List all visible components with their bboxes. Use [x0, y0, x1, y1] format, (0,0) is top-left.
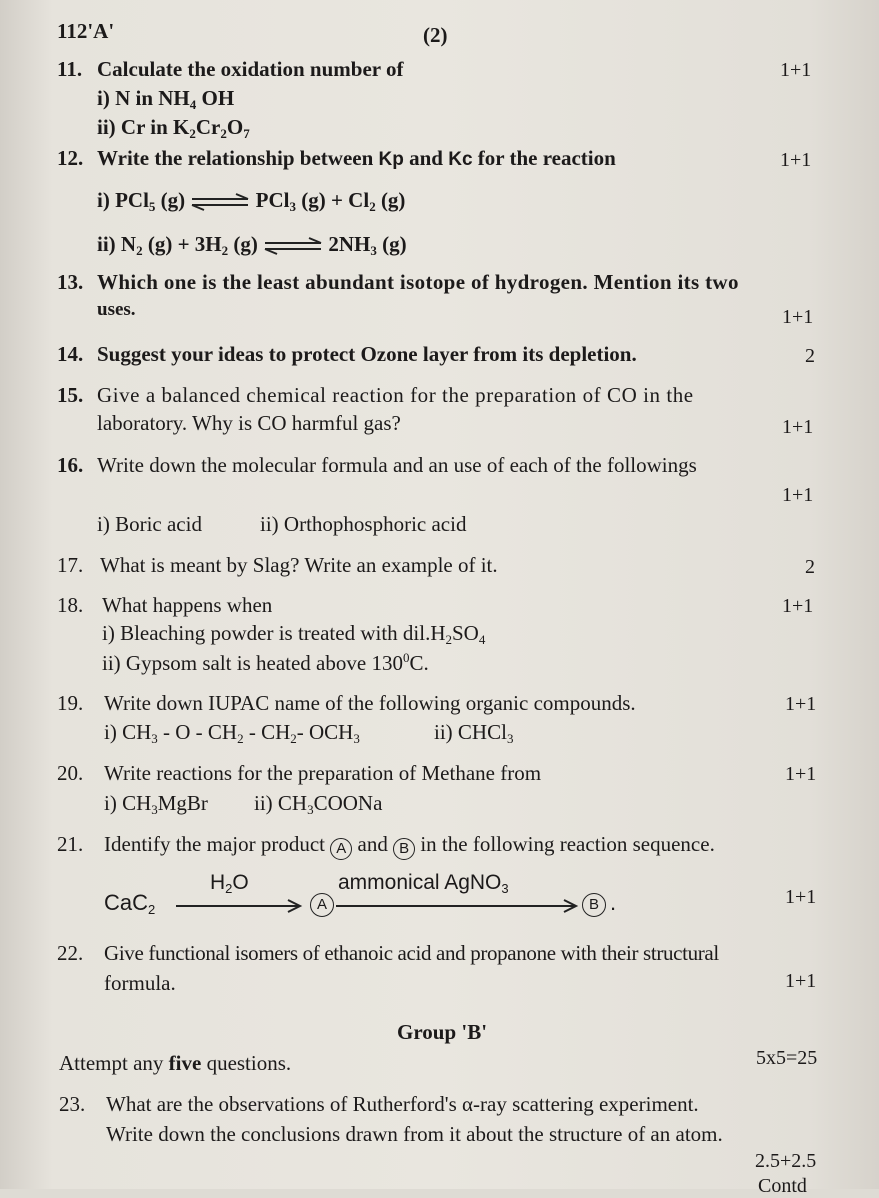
- q14-number: 14.: [57, 342, 84, 366]
- q19-number: 19.: [57, 691, 84, 715]
- q11-marks: 1+1: [780, 59, 812, 81]
- q17-marks: 2: [805, 556, 815, 578]
- q21-text: Identify the major product A and B in the following reaction sequence.: [104, 832, 715, 860]
- q11-number: 11.: [57, 57, 83, 81]
- q22-line1: Give functional isomers of ethanoic acid and propanone with their structural: [104, 941, 719, 965]
- q15-line1: Give a balanced chemical reaction for the preparation of CO in the: [97, 383, 694, 407]
- q12-text: Write the relationship between Kp and Kc for the reaction: [97, 146, 616, 170]
- reaction-arrow-1-icon: [176, 898, 304, 914]
- q13-line1: Which one is the least abundant isotope of hydrogen. Mention its two: [97, 270, 739, 294]
- q23-number: 23.: [59, 1092, 86, 1116]
- q18-part-i: i) Bleaching powder is treated with $dil.H_2SO_4$: [102, 621, 486, 647]
- q20-text: Write reactions for the preparation of Methane from: [104, 761, 542, 785]
- reaction-end-period: .: [610, 890, 617, 915]
- q18-number: 18.: [57, 593, 84, 617]
- reactant-cac2: CaC$_2$: [104, 890, 156, 917]
- group-b-instruction: Attempt any five questions.: [59, 1051, 292, 1075]
- q16-marks: 1+1: [782, 484, 814, 506]
- q13-marks: 1+1: [782, 306, 814, 328]
- q21-marks: 1+1: [785, 886, 817, 908]
- q18-text: What happens when: [102, 593, 273, 617]
- q12-number: 12.: [57, 146, 84, 170]
- q15-line2: laboratory. Why is CO harmful gas?: [97, 411, 401, 435]
- q17-number: 17.: [57, 553, 84, 577]
- group-b-marks: 5x5=25: [756, 1047, 818, 1069]
- q22-number: 22.: [57, 941, 84, 965]
- page-number: (2): [423, 23, 448, 47]
- q11-text: Calculate the oxidation number of: [97, 57, 404, 81]
- q20-number: 20.: [57, 761, 84, 785]
- q12-eq-i: i) PCl$_5$ (g) PCl$_3$ $(g) + Cl_2$ (g): [97, 188, 406, 214]
- q16-line1: Write down the molecular formula and an use of each of the followings: [97, 453, 697, 477]
- q21-number: 21.: [57, 832, 84, 856]
- group-b-title: Group 'B': [397, 1020, 488, 1044]
- q17-text: What is meant by Slag? Write an example of it.: [100, 553, 498, 577]
- q23-marks: 2.5+2.5: [755, 1150, 817, 1172]
- q16-number: 16.: [57, 453, 84, 477]
- q20-part-i: i) $CH_3MgBr$: [104, 791, 208, 817]
- q23-line1: What are the observations of Rutherford's α-ray scattering experiment.: [106, 1092, 699, 1116]
- product-A-label: A: [330, 838, 352, 860]
- q19-text: Write down IUPAC name of the following organic compounds.: [104, 691, 636, 715]
- q16-option-ii: ii) Orthophosphoric acid: [260, 512, 467, 536]
- equilibrium-arrow-icon: [263, 237, 323, 255]
- q12-eq-ii: ii) $N_2$ $(g) + 3H_2$ (g) $2NH_3$ (g): [97, 232, 407, 258]
- q19-marks: 1+1: [785, 693, 817, 715]
- intermediate-A-label: A: [310, 893, 334, 917]
- q15-number: 15.: [57, 383, 84, 407]
- reagent-ammonical-agno3: ammonical AgNO$_3$: [338, 871, 509, 896]
- q18-marks: 1+1: [782, 595, 814, 617]
- q14-marks: 2: [805, 345, 815, 367]
- continued-label: Contd: [758, 1175, 807, 1197]
- q16-option-i: i) Boric acid: [97, 512, 202, 536]
- product-B-label: B: [393, 838, 415, 860]
- q22-line2: formula.: [104, 971, 176, 995]
- equilibrium-arrow-icon: [190, 193, 250, 211]
- q20-marks: 1+1: [785, 763, 817, 785]
- q18-part-ii: ii) Gypsom salt is heated above $130^0C$.: [102, 650, 429, 675]
- q14-text: Suggest your ideas to protect Ozone layer from its depletion.: [97, 342, 637, 366]
- paper-code: 112'A': [57, 19, 115, 43]
- q12-marks: 1+1: [780, 149, 812, 171]
- q11-part-i: i) N in $NH_4$ OH: [97, 86, 235, 112]
- q13-line2: uses.: [97, 299, 136, 320]
- reaction-arrow-2-icon: [336, 898, 580, 914]
- q13-number: 13.: [57, 270, 84, 294]
- q15-marks: 1+1: [782, 416, 814, 438]
- q20-part-ii: ii) $CH_3COONa$: [254, 791, 383, 817]
- product-B-final-label: B: [582, 893, 606, 917]
- reagent-water: $H_2O$: [210, 871, 249, 896]
- q23-line2: Write down the conclusions drawn from it about the structure of an atom.: [106, 1122, 723, 1146]
- q11-part-ii: ii) Cr in $K_2Cr_2O_7$: [97, 115, 250, 141]
- q19-part-ii: ii) CHCl$_3$: [434, 720, 514, 746]
- q22-marks: 1+1: [785, 970, 817, 992]
- q19-part-i: i) $CH_3$ - O - $CH_2 - CH_2-$ $OCH_3$: [104, 720, 360, 746]
